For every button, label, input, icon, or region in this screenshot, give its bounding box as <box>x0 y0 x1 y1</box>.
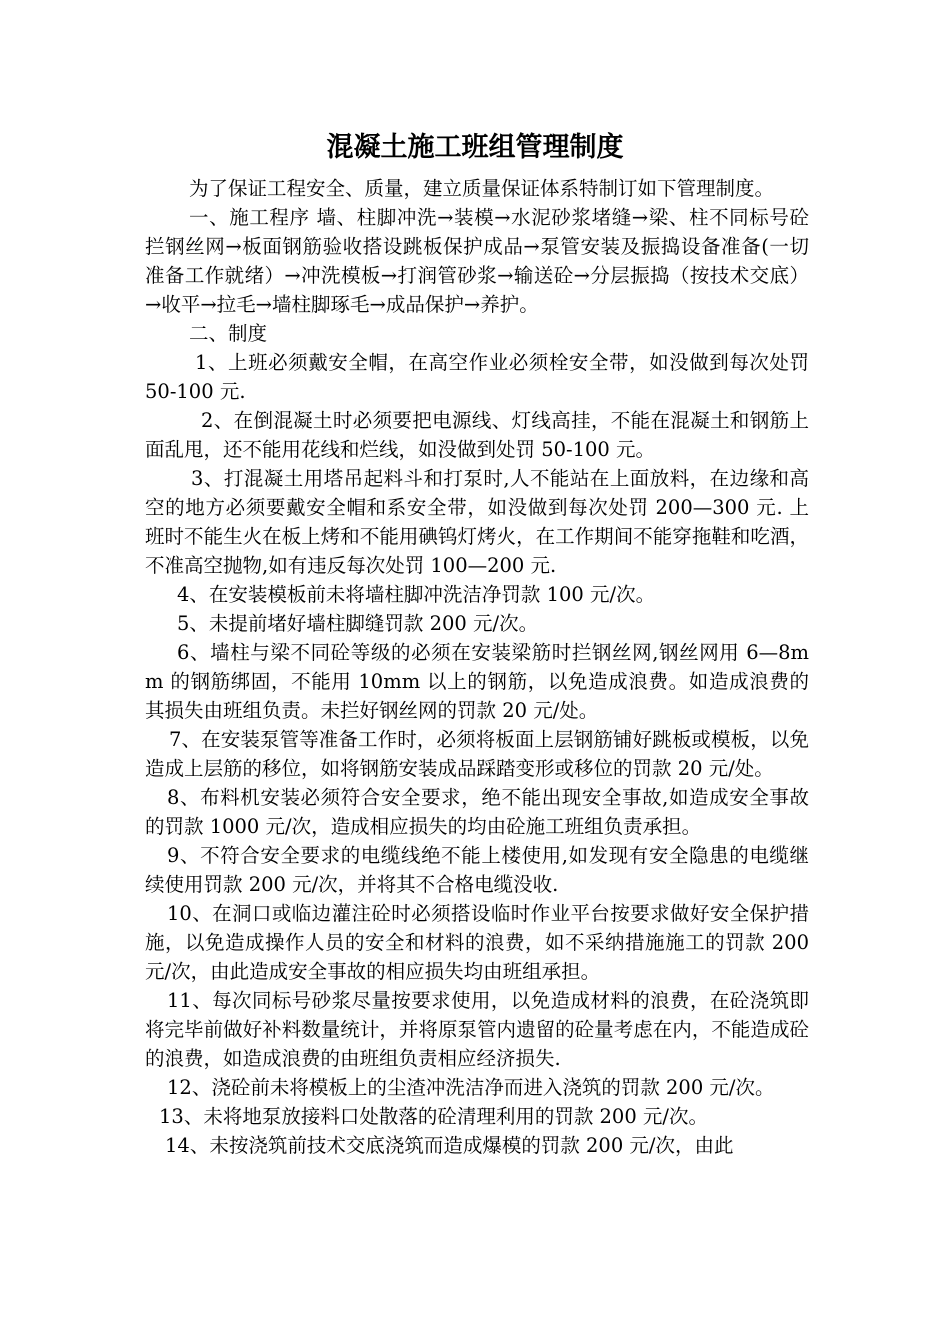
rule-item-11: 11、每次同标号砂浆尽量按要求使用，以免造成材料的浪费，在砼浇筑即将完毕前做好补料数量统计，并将原泵管内遗留的砼量考虑在内，不能造成砼的浪费，如造成浪费的由班组负责相应经济损失. <box>145 989 809 1070</box>
rule-item-2: 2、在倒混凝土时必须要把电源线、灯线高挂，不能在混凝土和钢筋上面乱甩，还不能用花线和烂线，如没做到处罚 50-100 元。 <box>145 409 809 461</box>
rule-item-1: 1、上班必须戴安全帽，在高空作业必须栓安全带，如没做到每次处罚 50-100 元. <box>145 351 809 403</box>
rule-item-12: 12、浇砼前未将模板上的尘渣冲洗洁净而进入浇筑的罚款 200 元/次。 <box>167 1076 775 1099</box>
rule-item-14: 14、未按浇筑前技术交底浇筑而造成爆模的罚款 200 元/次，由此 <box>165 1134 734 1157</box>
section-rules-heading: 二、制度 <box>189 322 268 345</box>
rule-item-7: 7、在安装泵管等准备工作时，必须将板面上层钢筋铺好跳板或模板，以免造成上层筋的移位，如将钢筋安装成品踩踏变形或移位的罚款 20 元/处。 <box>145 728 809 780</box>
rule-item-3: 3、打混凝土用塔吊起料斗和打泵时,人不能站在上面放料，在边缘和高空的地方必须要戴安全帽和系安全带，如没做到每次处罚 200—300 元. 上班时不能生火在板上烤和不能用碘钨灯烤火，在工作期间不能穿拖鞋和吃酒，不准高空抛物,如有违反每次处罚 100—200 元. <box>145 467 809 577</box>
section-procedure-paragraph: 一、施工程序 墙、柱脚冲洗→装模→水泥砂浆堵缝→梁、柱不同标号砼拦钢丝网→板面钢筋验收搭设跳板保护成品→泵管安装及振捣设备准备(一切准备工作就绪）→冲洗模板→打润管砂浆→输送砼→分层振捣（按技术交底）→收平→拉毛→墙柱脚琢毛→成品保护→养护。 <box>145 206 809 316</box>
document-title: 混凝土施工班组管理制度 <box>326 132 624 163</box>
intro-paragraph: 为了保证工程安全、质量，建立质量保证体系特制订如下管理制度。 <box>189 177 775 200</box>
rule-item-8: 8、布料机安装必须符合安全要求，绝不能出现安全事故,如造成安全事故的罚款 1000 元/次，造成相应损失的均由砼施工班组负责承担。 <box>145 786 809 838</box>
rule-item-9: 9、不符合安全要求的电缆线绝不能上楼使用,如发现有安全隐患的电缆继续使用罚款 200 元/次，并将其不合格电缆没收. <box>145 844 809 896</box>
document-body <box>145 174 809 1160</box>
rule-item-13: 13、未将地泵放接料口处散落的砼清理利用的罚款 200 元/次。 <box>159 1105 708 1128</box>
rule-item-4: 4、在安装模板前未将墙柱脚冲洗洁净罚款 100 元/次。 <box>177 583 656 606</box>
rule-item-5: 5、未提前堵好墙柱脚缝罚款 200 元/次。 <box>177 612 539 635</box>
rule-item-6: 6、墙柱与梁不同砼等级的必须在安装梁筋时拦钢丝网,钢丝网用 6—8mm 的钢筋绑固，不能用 10mm 以上的钢筋，以免造成浪费。如造成浪费的其损失由班组负责。未拦好钢丝网的罚款 20 元/处。 <box>145 641 809 722</box>
rule-item-10: 10、在洞口或临边灌注砼时必须搭设临时作业平台按要求做好安全保护措施，以免造成操作人员的安全和材料的浪费，如不采纳措施施工的罚款 200 元/次，由此造成安全事故的相应损失均由班组承担。 <box>145 902 809 983</box>
